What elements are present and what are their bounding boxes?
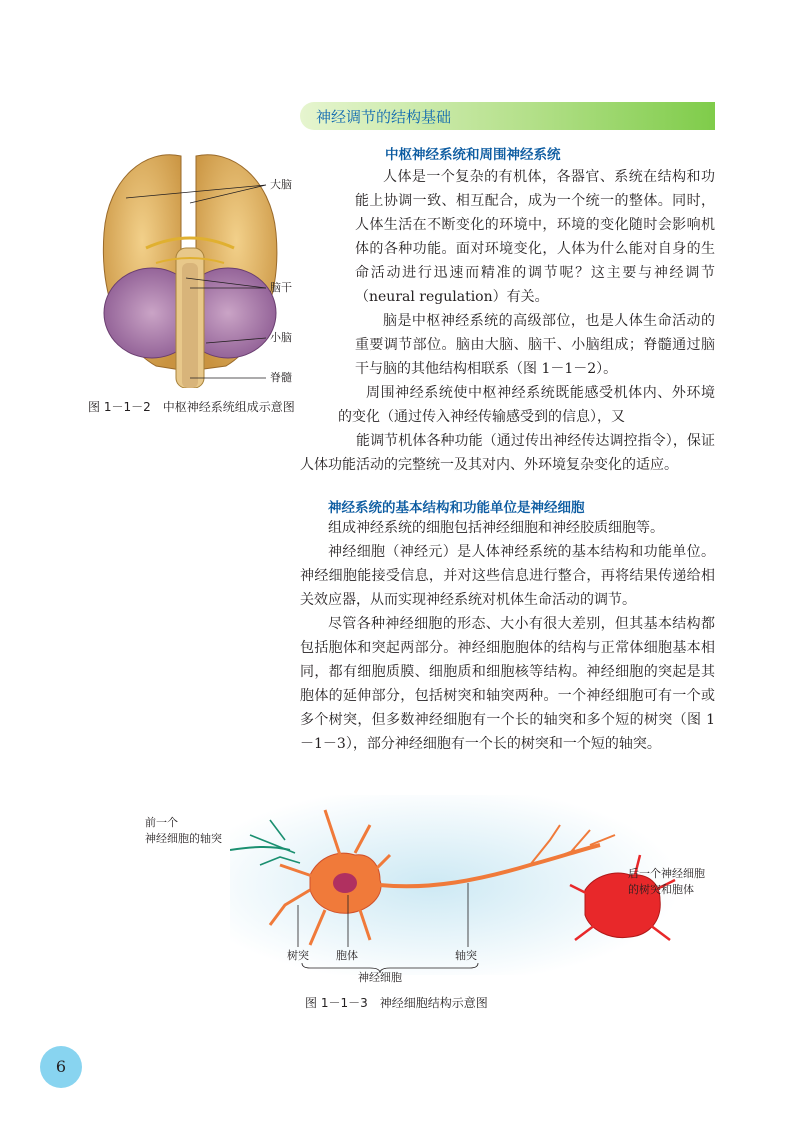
figure-caption-1-1-2: 图 1－1－2 中枢神经系统组成示意图 [88,400,295,414]
heading-cns-pns: 中枢神经系统和周围神经系统 [385,147,561,163]
figure-caption-1-1-3: 图 1－1－3 神经细胞结构示意图 [305,996,488,1010]
paragraph-2: 脑是中枢神经系统的高级部位，也是人体生命活动的重要调节部位。脑由大脑、脑干、小脑组成；脊髓通过脑干与脑的其他结构相联系（图 1－1－2）。 [355,313,715,377]
paragraph-5: 神经细胞（神经元）是人体神经系统的基本结构和功能单位。神经细胞能接受信息，并对这些信息进行整合，再将结果传递给相关效应器，从而实现神经系统对机体生命活动的调节。 [300,544,715,608]
paragraph-1: 人体是一个复杂的有机体，各器官、系统在结构和功能上协调一致、相互配合，成为一个统一的整体。同时，人体生活在不断变化的环境中，环境的变化随时会影响机体的各种功能。面对环境变化，人体为什么能对自身的生命活动进行迅速而精准的调节呢？这主要与神经调节（neural regulation）有关。 [355,169,715,305]
label-neuron: 神经细胞 [358,971,402,984]
label-axon: 轴突 [455,949,477,962]
paragraph-3b: 能调节机体各种功能（通过传出神经传达调控指令），保证人体功能活动的完整统一及其对内、外环境复杂变化的适应。 [300,433,715,473]
section-title-bar [300,102,715,130]
label-dendrite: 树突 [287,949,309,962]
page-number-badge: 6 [40,1046,82,1088]
heading-neuron-unit: 神经系统的基本结构和功能单位是神经细胞 [328,500,585,516]
label-spinal-cord: 脊髓 [270,371,292,384]
paragraph-3a: 周围神经系统使中枢神经系统既能感受机体内、外环境的变化（通过传入神经传输感受到的信息），又 [338,385,715,425]
brain-figure [86,138,326,388]
label-prev-axon-line1: 前一个 [145,816,178,829]
paragraph-6: 尽管各种神经细胞的形态、大小有很大差别，但其基本结构都包括胞体和突起两部分。神经细胞胞体的结构与正常体细胞基本相同，都有细胞质膜、细胞质和细胞核等结构。神经细胞的突起是其胞体的延伸部分，包括树突和轴突两种。一个神经细胞可有一个或多个树突，但多数神经细胞有一个长的轴突和多个短的树突（图 1－1－3），部分神经细胞有一个长的树突和一个短的轴突。 [300,616,715,752]
label-prev-axon-line2: 神经细胞的轴突 [145,832,222,845]
label-next-cell-line1: 后一个神经细胞 [628,867,705,880]
section-title: 神经调节的结构基础 [316,108,452,126]
label-next-cell-line2: 的树突和胞体 [628,883,694,896]
label-brainstem: 脑干 [270,281,292,294]
paragraph-4: 组成神经系统的细胞包括神经细胞和神经胶质细胞等。 [328,520,664,536]
label-cerebrum: 大脑 [270,178,292,191]
label-cerebellum: 小脑 [270,331,292,344]
label-soma: 胞体 [336,949,358,962]
